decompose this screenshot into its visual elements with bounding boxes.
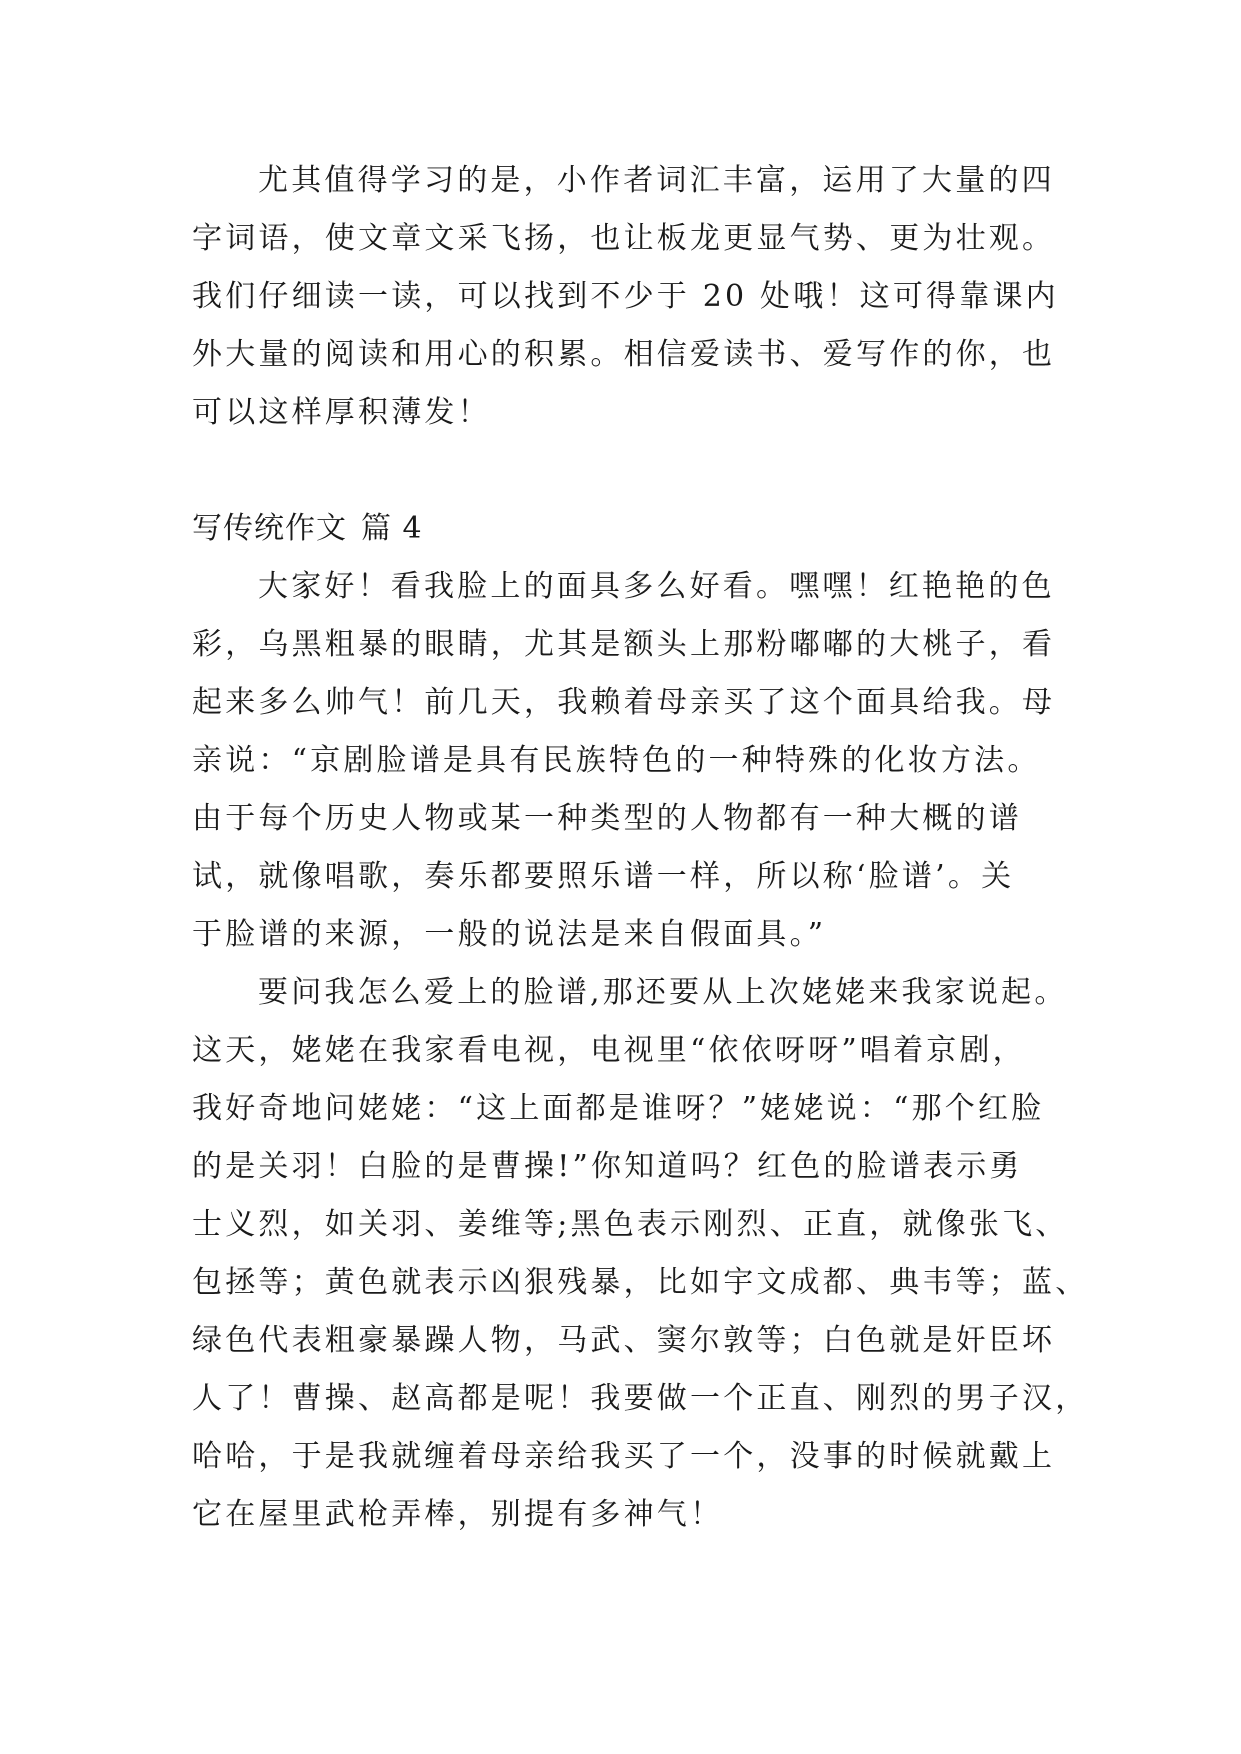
document-page (192, 152, 1089, 1544)
text-line: 这天，姥姥在我家看电视，电视里“依依呀呀”唱着京剧， (192, 1033, 1026, 1068)
paragraph-spacer (192, 442, 1072, 500)
text-line: 绿色代表粗豪暴躁人物，马武、窦尔敦等；白色就是奸臣坏 (192, 1323, 1056, 1358)
section-heading (192, 500, 1072, 558)
text-line: 试，就像唱歌，奏乐都要照乐谱一样，所以称‘脸谱’。关 (192, 859, 1015, 894)
text-line: 要问我怎么爱上的脸谱,那还要从上次姥姥来我家说起。 (258, 975, 1068, 1010)
text-line: 我们仔细读一读，可以找到不少于 20 处哦！这可得靠课内 (192, 279, 1059, 314)
paragraph-2 (192, 558, 1072, 964)
text-line: 于脸谱的来源，一般的说法是来自假面具。” (192, 917, 827, 952)
section-number: 篇 4 (361, 511, 423, 546)
text-line: 由于每个历史人物或某一种类型的人物都有一种大概的谱 (192, 801, 1022, 836)
text-line: 人了！曹操、赵高都是呢！我要做一个正直、刚烈的男子汉， (192, 1381, 1089, 1416)
text-line: 哈哈，于是我就缠着母亲给我买了一个，没事的时候就戴上 (192, 1439, 1056, 1474)
paragraph-3 (192, 964, 1089, 1544)
section-title: 写传统作文 (192, 511, 347, 546)
text-line: 大家好！看我脸上的面具多么好看。嘿嘿！红艳艳的色 (258, 569, 1055, 604)
text-line: 包拯等；黄色就表示凶狠残暴，比如宇文成都、典韦等；蓝、 (192, 1265, 1089, 1300)
paragraph-1 (192, 152, 1072, 442)
text-line: 士义烈，如关羽、姜维等;黑色表示刚烈、正直，就像张飞、 (192, 1207, 1069, 1242)
text-line: 可以这样厚积薄发！ (192, 395, 491, 430)
text-line: 的是关羽！白脸的是曹操!”你知道吗？红色的脸谱表示勇 (192, 1149, 1023, 1184)
text-line: 尤其值得学习的是，小作者词汇丰富，运用了大量的四 (258, 163, 1055, 198)
text-line: 字词语，使文章文采飞扬，也让板龙更显气势、更为壮观。 (192, 221, 1056, 256)
text-line: 起来多么帅气！前几天，我赖着母亲买了这个面具给我。母 (192, 685, 1056, 720)
text-line: 亲说：“京剧脸谱是具有民族特色的一种特殊的化妆方法。 (192, 743, 1041, 778)
text-line: 外大量的阅读和用心的积累。相信爱读书、爱写作的你，也 (192, 337, 1056, 372)
text-line: 彩，乌黑粗暴的眼睛，尤其是额头上那粉嘟嘟的大桃子，看 (192, 627, 1056, 662)
text-line: 我好奇地问姥姥：“这上面都是谁呀？”姥姥说：“那个红脸 (192, 1091, 1045, 1126)
text-line: 它在屋里武枪弄棒，别提有多神气！ (192, 1497, 724, 1532)
